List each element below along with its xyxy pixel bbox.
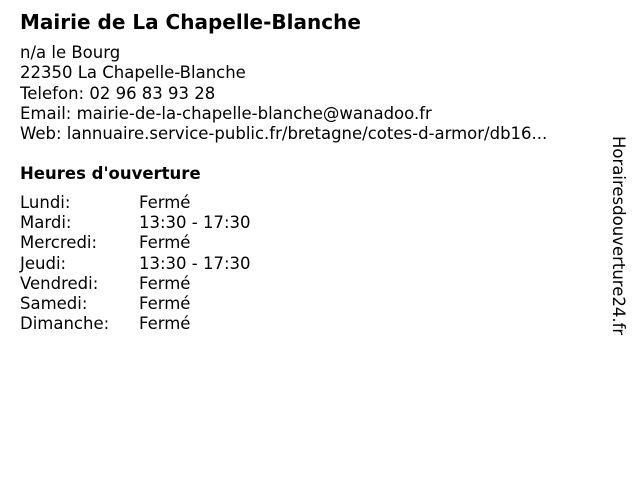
day-label: Jeudi: <box>20 253 67 273</box>
hours-row-monday <box>20 193 320 213</box>
hours-row-friday <box>20 274 320 294</box>
day-label: Lundi: <box>20 193 71 212</box>
postal-city: 22350 La Chapelle-Blanche <box>20 63 246 83</box>
hours-row-thursday <box>20 254 320 274</box>
hours-row-tuesday <box>20 213 320 233</box>
day-label: Mercredi: <box>20 233 98 253</box>
hours-row-wednesday <box>20 233 320 253</box>
site-brand-vertical: Horairesdouverture24.fr <box>609 136 628 336</box>
website-link[interactable]: Web: lannuaire.service-public.fr/bretagne/cotes-d-armor/db16... <box>20 124 548 144</box>
day-hours: Fermé <box>139 314 191 334</box>
day-hours: 13:30 - 17:30 <box>139 213 251 233</box>
opening-hours-heading: Heures d'ouverture <box>20 164 201 183</box>
opening-hours-table <box>20 193 320 334</box>
day-hours: Fermé <box>139 233 191 253</box>
day-label: Dimanche: <box>20 314 110 334</box>
email-address[interactable]: Email: mairie-de-la-chapelle-blanche@wanadoo.fr <box>20 103 432 123</box>
hours-row-sunday <box>20 314 320 334</box>
day-label: Vendredi: <box>20 273 99 293</box>
day-hours: Fermé <box>139 193 191 212</box>
phone-number[interactable]: Telefon: 02 96 83 93 28 <box>20 83 216 103</box>
day-label: Samedi: <box>20 293 88 313</box>
address-block <box>20 43 547 144</box>
day-label: Mardi: <box>20 213 72 233</box>
day-hours: Fermé <box>139 273 191 293</box>
street-address: n/a le Bourg <box>20 43 121 62</box>
day-hours: 13:30 - 17:30 <box>139 253 251 273</box>
page-title: Mairie de La Chapelle-Blanche <box>20 10 361 34</box>
hours-row-saturday <box>20 294 320 314</box>
day-hours: Fermé <box>139 293 191 313</box>
